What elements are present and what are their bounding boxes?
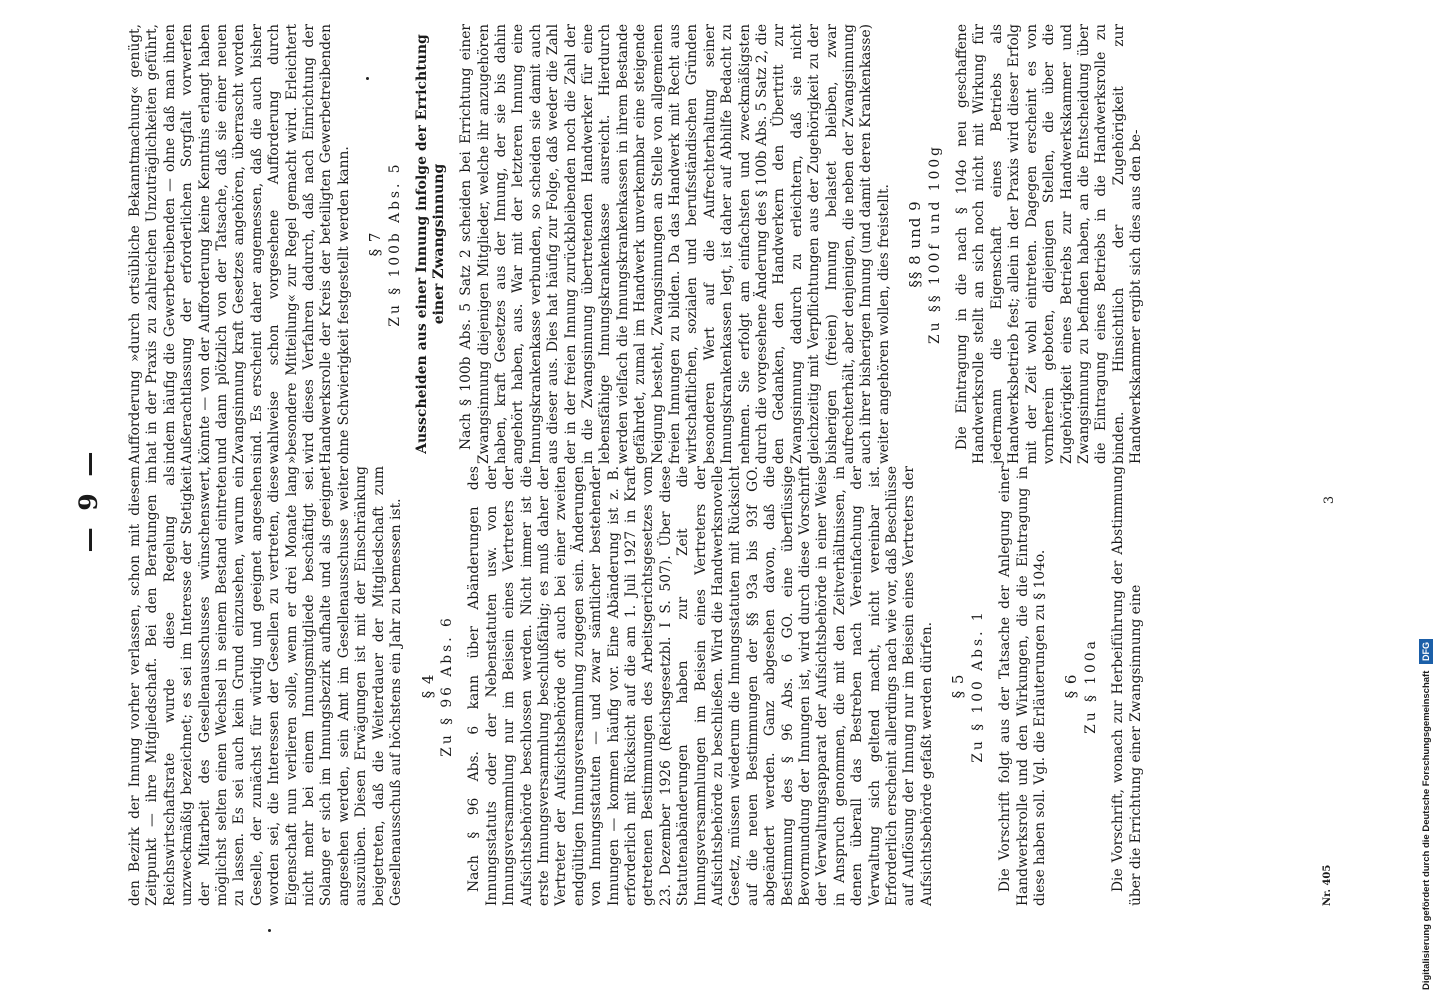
section-8-9-heading: §§ 8 und 9 [906, 200, 925, 288]
section-5-heading: § 5 [949, 673, 968, 699]
section-6-heading: § 6 [1062, 673, 1081, 699]
digitization-credit [1416, 0, 1434, 1000]
section-7-paragraph: Nach § 100b Abs. 5 Satz 2 scheiden bei Errichtung einer Zwangsinnung diejenigen Mitglieder, welche ihr anzugehören haben, kraft Gesetzes aus der Innung, der sie bis dahin angehört haben, aus. War mit der letzteren Innung eine Innungskrankenkasse verbunden, so scheiden sie damit auch aus dieser aus. Dies hat häufig zur Folge, daß weder die Zahl der in der freien Innung zurückbleibenden noch die Zahl der in die Zwangsinnung übertretenden Handwerker für eine lebensfähige Innungskrankenkasse ausreicht. Hierdurch werden vielfach die Innungskrankenkassen in ihrem Bestande gefährdet, zumal im Handwerk unverkennbar eine steigende Neigung besteht, Zwangsinnungen an Stelle von allgemeinen freien Innungen zu bilden. Da das Handwerk mit Recht aus wirtschaftlichen, sozialen und berufsständischen Gründen besonderen Wert auf die Aufrechterhaltung seiner Innungskrankenkassen legt, ist daher auf Abhilfe Bedacht zu nehmen. Sie erfolgt am einfachsten und zweckmäßigsten durch die vorgesehene Änderung des § 100b Abs. 5 Satz 2, die den Gedanken, den Handwerkern den Übertritt zur Zwangsinnung dadurch zu erleichtern, daß sie nicht gleichzeitig mit Verpflichtungen aus der Zugehörigkeit zu der bisherigen (freien) Innung belastet bleiben, zwar aufrechterhält, aber denjenigen, die neben der Zwangsinnung auch ihrer bisherigen Innung (und damit deren Krankenkasse) weiter angehören wollen, dies freistellt. [458, 24, 892, 464]
section-4-paragraph: Nach § 96 Abs. 6 kann über Abänderungen des Innungsstatuts oder der Nebenstatuten usw. von der Innungsversammlung nur im Beisein eines Vertreters der Aufsichtsbehörde beschlossen werden. Nicht immer ist die erste Innungsversammlung beschlußfähig; es muß daher der Vertreter der Aufsichtsbehörde oft auch bei einer zweiten endgültigen Innungsversammlung zugegen sein. Änderungen von Innungsstatuten — und zwar sämtlicher bestehender Innungen — kommen häufig vor. Eine Abänderung ist z. B. erforderlich mit Rücksicht auf die am 1. Juli 1927 in Kraft getretenen Bestimmungen des Arbeitsgerichtsgesetzes vom 23. Dezember 1926 (Reichsgesetzbl. I S. 507). Über diese Statutenabänderungen haben zur Zeit die Innungsversammlungen im Beisein eines Vertreters der Aufsichtsbehörde zu beschließen. Wird die Handwerksnovelle Gesetz, müssen wiederum die Innungsstatuten mit Rücksicht auf die neuen Bestimmungen der §§ 93a bis 93f GO. abgeändert werden. Ganz abgesehen davon, daß die Bestimmung des § 96 Abs. 6 GO. eine überflüssige Bevormundung der Innungen ist, wird durch diese Vorschrift der Verwaltungsapparat der Aufsichtsbehörde in einer Weise in Anspruch genommen, die mit den Zeitverhältnissen, in denen überall das Bestreben nach Vereinfachung der Verwaltung sich geltend macht, nicht vereinbar ist. Erforderlich erscheint allerdings nach wie vor, daß Beschlüsse auf Auflösung der Innung nur im Beisein eines Vertreters der Aufsichtsbehörde gefaßt werden dürfen. [466, 466, 935, 906]
margin-dot [268, 929, 271, 932]
section-4-heading: § 4 [418, 673, 437, 699]
section-7-heading: § 7 [366, 231, 385, 257]
right-paragraph-1: Aufforderung »durch ortsübliche Bekanntmachung« genügt, hat in der Praxis zu zahlreichen Unzuträglichkeiten geführt, indem häufig die Gewerbetreibenden — ohne daß man ihnen Außerachtlassung der erforderlichen Sorgfalt vorwerfen könnte — von der Aufforderung keine Kenntnis erlangt haben und dann plötzlich von der Tatsache, daß sie einer neuen Zwangsinnung kraft Gesetzes angehören, überrascht worden sind. Es erscheint daher angemessen, daß die auch bisher wahlweise schon vorgesehene Aufforderung durch »besondere Mitteilung« zur Regel gemacht wird. Erleichtert wird dieses Verfahren dadurch, daß nach Einrichtung der Handwerksrolle der Kreis der beteiligten Gewerbetreibenden ohne Schwierigkeit festgestellt werden kann. [127, 24, 352, 464]
section-7-subheading: Zu § 100b Abs. 5 [386, 161, 403, 327]
left-paragraph-1: den Bezirk der Innung vorher verlassen, schon mit diesem Zeitpunkt — ihre Mitgliedschaft. Bei den Beratungen im Reichswirtschaftsrate wurde diese Regelung als unzweckmäßig bezeichnet; es sei im Interesse der Stetigkeit der Mitarbeit des Gesellenausschusses wünschenswert, möglichst selten einen Wechsel in seinem Bestand eintreten zu lassen. Es sei auch kein Grund einzusehen, warum ein Geselle, der zunächst für würdig und geeignet angesehen worden sei, die Interessen der Gesellen zu vertreten, diese Eigenschaft nun verlieren solle, wenn er drei Monate lang nicht mehr bei einem Innungsmitgliede beschäftigt sei. Solange er sich im Innungsbezirk aufhalte und als geeignet angesehen werden, sein Amt im Gesellenausschusse weiter auszuüben. Diesen Erwägungen ist mit der Einschränkung beigetreten, daß die Weiterdauer der Mitgliedschaft zum Gesellenausschuß auf höchstens ein Jahr zu bemessen ist. [127, 466, 405, 906]
section-8-9-paragraph: Die Eintragung in die nach § 104o neu geschaffene Handwerksrolle stellt an sich noch nicht mit Wirkung für jedermann die Eigenschaft eines Betriebs als Handwerksbetrieb fest; allein in der Praxis wird dieser Erfolg mit der Zeit wohl eintreten. Dagegen erscheint es von vornherein geboten, diejenigen Stellen, die über die Zugehörigkeit eines Betriebs zur Handwerkskammer und Zwangsinnung zu befinden haben, an die Entscheidung über die Eintragung eines Betriebs in die Handwerksrolle zu binden. Hinsichtlich der Zugehörigkeit zur Handwerkskammer ergibt sich dies aus den be- [954, 24, 1145, 464]
margin-dot [366, 77, 369, 80]
credit-text: Digitalisierung gefördert durch die Deutsche Forschungsgemeinschaft [1421, 670, 1432, 990]
section-6-subheading: Zu § 100a [1082, 638, 1099, 734]
left-column [127, 466, 1151, 906]
section-5-paragraph: Die Vorschrift folgt aus der Tatsache der Anlegung einer Handwerksrolle und den Wirkungen, die die Eintragung in diese haben soll. Vgl. die Erläuterungen zu § 104o. [997, 466, 1048, 906]
page-number: — 9 — [74, 447, 103, 553]
section-6-paragraph: Die Vorschrift, wonach zur Herbeiführung der Abstimmung über die Errichtung einer Zwangsinnung eine [1110, 466, 1144, 906]
dfg-logo: DFG [1419, 639, 1433, 664]
section-4-subheading: Zu § 96 Abs. 6 [438, 615, 455, 757]
right-column [127, 24, 1152, 464]
credit-line [1419, 0, 1433, 1000]
section-7-title: Ausscheiden aus einer Innung infolge der Errichtung einer Zwangsinnung [414, 34, 448, 454]
section-5-subheading: Zu § 100 Abs. 1 [969, 609, 986, 763]
section-8-9-subheading: Zu §§ 100f und 100g [926, 143, 943, 345]
print-signature: Nr. 405 [1322, 864, 1333, 906]
footer-number: 3 [1322, 495, 1337, 505]
